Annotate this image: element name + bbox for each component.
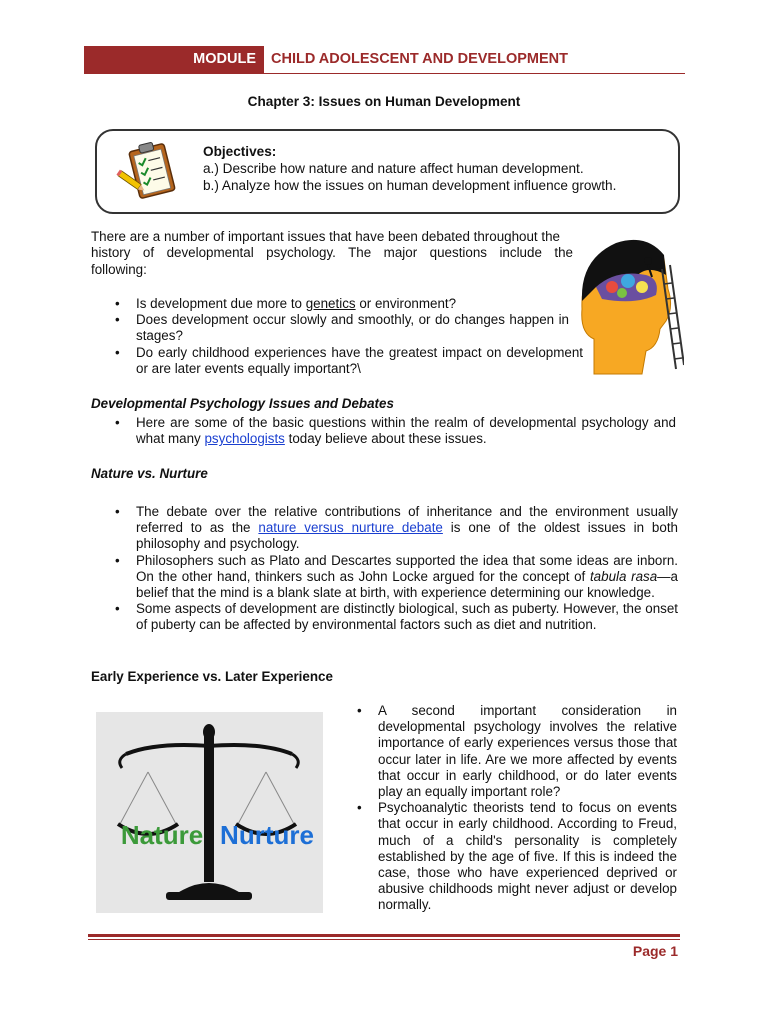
footer-rule-thin bbox=[88, 939, 680, 940]
bullet-text: Do early childhood experiences have the greatest impact on development or are later events equally important?\ bbox=[136, 344, 583, 376]
nature-nurture-debate-link[interactable]: nature versus nurture debate bbox=[258, 520, 443, 536]
bullet-text: is one of the oldest issues in both philosophy and psychology. bbox=[136, 520, 678, 552]
objective-a: a.) Describe how nature and nature affect human development. bbox=[203, 161, 584, 176]
chapter-title: Chapter 3: Issues on Human Development bbox=[247, 94, 521, 109]
balance-scale-illustration bbox=[96, 712, 323, 913]
intro-line-1: There are a number of important issues that have been debated throughout the bbox=[91, 229, 560, 244]
intro-line-3: following: bbox=[91, 262, 147, 277]
list-item bbox=[136, 312, 583, 344]
tabula-rasa-term: tabula rasa bbox=[589, 568, 658, 584]
section-heading-issues: Developmental Psychology Issues and Debates bbox=[91, 396, 394, 411]
bullet-text: Psychoanalytic theorists tend to focus on events that occur in early childhood. According to Freud, much of a child's personality is completely established by the age of five. If this is indeed the case, those who have experienced deprived or abusive childhoods might never adjust or develop normally. bbox=[378, 800, 677, 913]
nurture-word: Nurture bbox=[220, 820, 314, 850]
objectives-heading: Objectives: bbox=[203, 144, 277, 159]
list-item bbox=[136, 345, 583, 377]
bullet-text: Does development occur slowly and smoothly, or do changes happen in stages? bbox=[136, 312, 569, 344]
header-underline bbox=[84, 73, 685, 74]
bullet-text: today believe about these issues. bbox=[284, 431, 487, 447]
list-item bbox=[136, 415, 676, 447]
objective-b: b.) Analyze how the issues on human development influence growth. bbox=[203, 178, 617, 193]
bullet-text: The debate over the relative contributions of inheritance and the environment usually referred to as the bbox=[136, 504, 678, 536]
page-number: Page 1 bbox=[632, 943, 678, 959]
module-title: CHILD ADOLESCENT AND DEVELOPMENT bbox=[271, 51, 568, 67]
head-profile-illustration bbox=[576, 229, 684, 380]
clipboard-icon bbox=[116, 139, 188, 203]
list-item bbox=[378, 800, 677, 913]
bullet-text: Here are some of the basic questions within the realm of developmental psychology and what many bbox=[136, 415, 676, 447]
nature-word: Nature bbox=[120, 820, 204, 850]
bullet-text: or environment? bbox=[355, 296, 457, 311]
bullet-text: —a belief that the mind is a blank slate at birth, with experience determining our knowledge. bbox=[136, 568, 678, 601]
section3-bullet-list bbox=[378, 703, 677, 914]
list-item bbox=[136, 504, 678, 553]
intro-bullet-list bbox=[136, 296, 583, 377]
list-item bbox=[136, 296, 583, 312]
objectives-text bbox=[203, 143, 616, 194]
list-item bbox=[378, 703, 677, 800]
intro-line-2: history of developmental psychology. The major questions include the bbox=[91, 245, 573, 260]
module-label: MODULE bbox=[193, 51, 256, 67]
section-heading-early-later: Early Experience vs. Later Experience bbox=[91, 669, 333, 684]
psychologists-link[interactable]: psychologists bbox=[204, 431, 285, 447]
footer-rule-thick bbox=[88, 934, 680, 937]
bullet-text: Is development due more to bbox=[136, 296, 306, 311]
section1-bullet-list bbox=[136, 415, 676, 447]
genetics-link[interactable]: genetics bbox=[305, 296, 356, 311]
list-item bbox=[136, 601, 678, 633]
section-heading-nature-nurture: Nature vs. Nurture bbox=[91, 466, 208, 481]
bullet-text: Philosophers such as Plato and Descartes supported the idea that some ideas are inborn. On the other hand, thinkers such as John Locke argued for the concept of bbox=[136, 552, 678, 584]
section2-bullet-list bbox=[136, 504, 678, 634]
bullet-text: A second important consideration in developmental psychology involves the relative importance of early experiences versus those that occur later in life. Are we more affected by events that occur in early childhood, or do later events play an equally important role? bbox=[378, 703, 677, 800]
bullet-text: Some aspects of development are distinctly biological, such as puberty. However, the onset of puberty can be affected by environmental factors such as diet and nutrition. bbox=[136, 601, 678, 633]
list-item bbox=[136, 553, 678, 602]
